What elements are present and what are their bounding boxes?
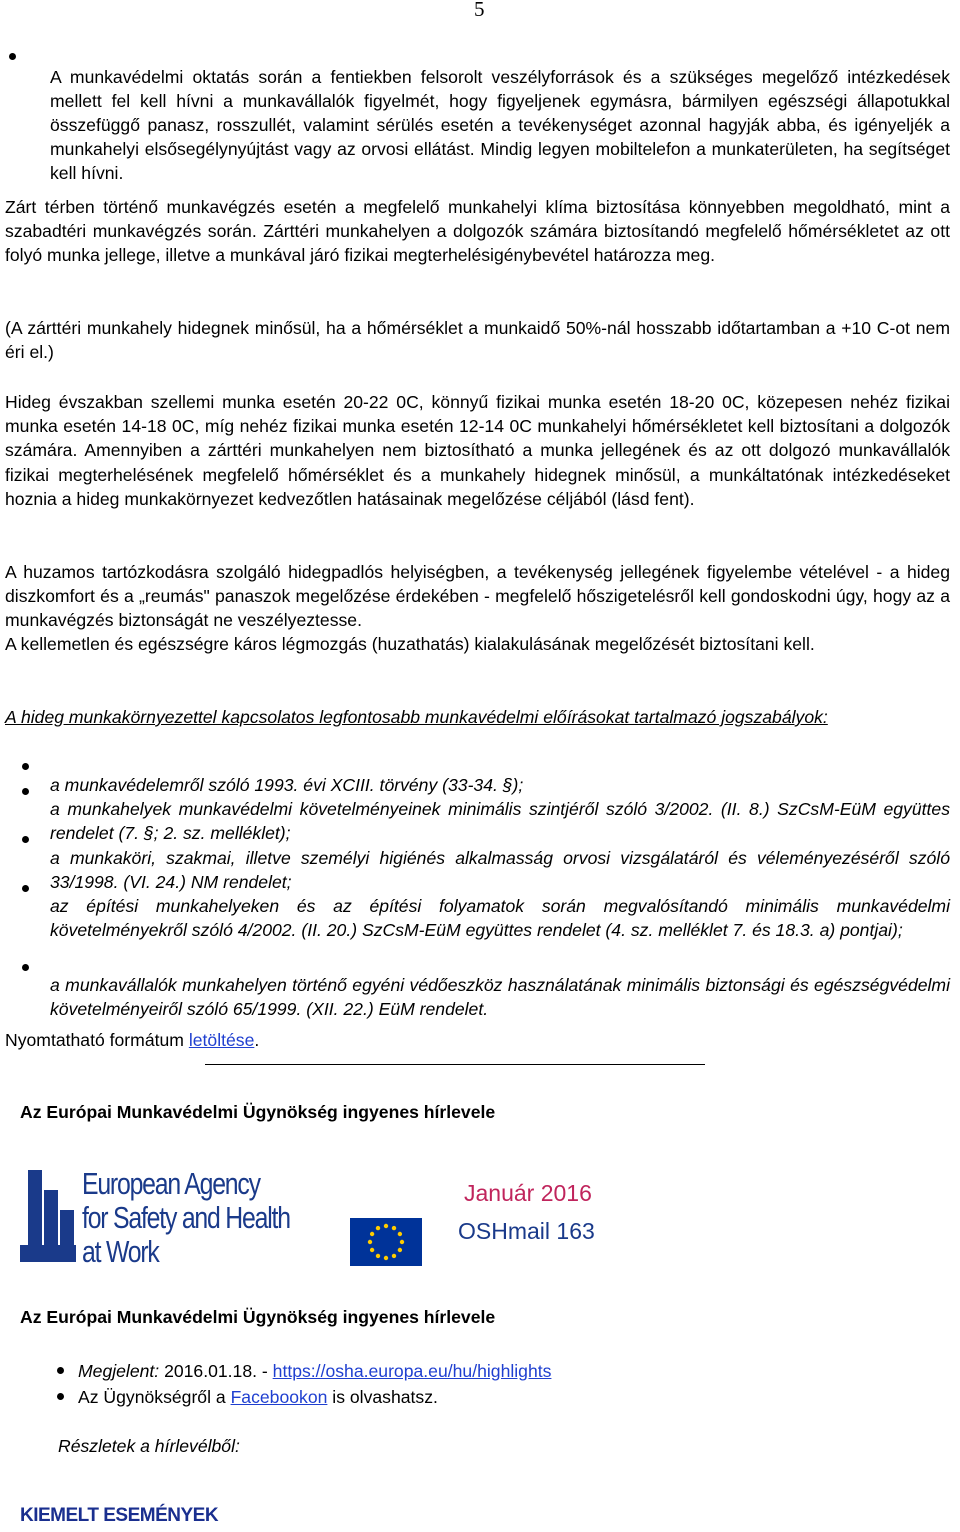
regulation-item: a munkahelyek munkavédelmi követelményeinek minimális szintjéről szóló 3/2002. (II. 8.) SzCsM-EüM együttes rendelet (7. §; 2. sz. melléklet);: [50, 798, 950, 843]
bullet-dot: [22, 788, 29, 795]
eu-star-icon: [392, 1254, 396, 1258]
eu-star-icon: [368, 1240, 372, 1244]
regulation-item: a munkaköri, szakmai, illetve személyi higiénés alkalmasság orvosi vizsgálatáról és véleményezéséről szóló 33/1998. (VI. 24.) NM rendelet;: [50, 847, 950, 892]
bullet-dot: [22, 964, 29, 971]
printable-suffix: .: [254, 1030, 260, 1050]
newsletter-issue: OSHmail 163: [458, 1218, 595, 1244]
agency-name-line1: European Agency: [82, 1166, 260, 1201]
separator-rule: [205, 1064, 705, 1065]
eu-star-icon: [376, 1254, 380, 1258]
regulation-item: a munkavédelemről szóló 1993. évi XCIII. törvény (33-34. §);: [50, 774, 524, 795]
eu-star-icon: [376, 1226, 380, 1230]
eu-star-icon: [400, 1240, 404, 1244]
agency-name-line3: at Work: [82, 1234, 159, 1269]
bullet-dot: [22, 836, 29, 843]
page-number: 5: [474, 0, 485, 21]
paragraph-draft: A kellemetlen és egészségre káros légmozgás (huzathatás) kialakulásának megelőzését biztosítani kell.: [5, 634, 815, 654]
regulation-item: az építési munkahelyeken és az építési folyamatok során megvalósítandó minimális munkavédelmi követelményekről szóló 4/2002. (II. 20.) SzCsM-EüM együttes rendelet (4. sz. melléklet 7. és 18.3. a) pontjai);: [50, 895, 950, 940]
paragraph-cold-definition: (A zárttéri munkahely hidegnek minősül, ha a hőmérséklet a munkaidő 50%-nál hosszabb időtartamban a +10 C-ot nem éri el.): [5, 318, 950, 363]
published-line: [78, 1359, 948, 1383]
paragraph-closed-space: Zárt térben történő munkavégzés esetén a megfelelő munkahelyi klíma biztosítása könnyebben megoldható, mint a szabadtéri munkavégzés során. Zárttéri munkahelyen a dolgozók számára biztosítandó megfelelő hőmérsékletet az ott folyó munka jellege, illetve a munkával járó fizikai megterhelésigénybevétel határozza meg.: [5, 197, 950, 266]
eu-star-icon: [384, 1256, 388, 1260]
eu-star-icon: [392, 1226, 396, 1230]
printable-line: [5, 1028, 950, 1052]
printable-prefix: Nyomtatható formátum: [5, 1030, 189, 1050]
facebook-prefix: Az Ügynökségről a: [78, 1387, 231, 1407]
eu-star-icon: [398, 1232, 402, 1236]
published-value: 2016.01.18. -: [159, 1361, 273, 1381]
details-label: Részletek a hírlevélből:: [58, 1436, 240, 1456]
agency-newsletter-banner: [20, 1166, 620, 1280]
eu-star-icon: [398, 1248, 402, 1252]
eu-star-icon: [370, 1248, 374, 1252]
facebook-link[interactable]: Facebookon: [230, 1387, 328, 1407]
regulation-item: a munkavállalók munkahelyen történő egyéni védőeszköz használatának minimális biztonsági és egészségvédelmi követelményeiről szóló 65/1999. (XII. 22.) EüM rendelet.: [50, 974, 950, 1019]
facebook-suffix: is olvashatsz.: [327, 1387, 438, 1407]
logo-mark-base: [20, 1245, 76, 1262]
bullet-dot: [57, 1367, 64, 1374]
newsletter-date: Január 2016: [464, 1180, 592, 1206]
intro-bullet-text: A munkavédelmi oktatás során a fentiekben felsorolt veszélyforrások és a szükséges megelőző intézkedések mellett fel kell hívni a munkavállalók figyelmét, hogy figyeljenek egymásra, bármilyen egészségi állapotukkal összefüggő panasz, rosszullét, valamint sérülés esetén a tevékenységet azonnal hagyják abba, és igényeljék a munkahelyi elsősegélynyújtást vagy az orvosi ellátást. Mindig legyen mobiltelefon a munkaterületen, ha segítséget kell hívni.: [50, 66, 950, 184]
bullet-dot: [9, 53, 16, 60]
bullet-dot: [22, 885, 29, 892]
regulations-heading: A hideg munkakörnyezettel kapcsolatos legfontosabb munkavédelmi előírásokat tartalmazó jogszabályok:: [5, 707, 828, 727]
featured-heading: KIEMELT ESEMÉNYEK: [20, 1505, 219, 1526]
newsletter-heading: Az Európai Munkavédelmi Ügynökség ingyenes hírlevele: [20, 1102, 496, 1122]
bullet-dot: [22, 763, 29, 770]
eu-star-icon: [384, 1224, 388, 1228]
eu-star-icon: [370, 1232, 374, 1236]
bullet-dot: [57, 1393, 64, 1400]
highlights-link[interactable]: https://osha.europa.eu/hu/highlights: [272, 1361, 552, 1381]
download-link[interactable]: letöltése: [188, 1030, 255, 1050]
facebook-line: [78, 1385, 948, 1409]
newsletter-heading-repeat: Az Európai Munkavédelmi Ügynökség ingyenes hírlevele: [20, 1307, 496, 1327]
agency-name-line2: for Safety and Health: [82, 1200, 290, 1235]
paragraph-long-stay: A huzamos tartózkodásra szolgáló hidegpadlós helyiségben, a tevékenység jellegének figyelembe vételével - a hideg diszkomfort és a „reumás" panaszok megelőzése érdekében - megfelelő hőszigetelésről kell gondoskodni úgy, hogy az a munkavégzés biztonságát ne veszélyeztesse.: [5, 562, 950, 631]
paragraph-cold-season: Hideg évszakban szellemi munka esetén 20-22 0C, könnyű fizikai munka esetén 18-20 0C, közepesen nehéz fizikai munka esetén 14-18 0C, míg nehéz fizikai munka esetén 12-14 0C munkahelyi hőmérsékletet kell biztosítani a dolgozók számára. Amennyiben a zárttéri munkahelyen nem biztosítható a munka jellegének és az ott dolgozó munkavállalók fizikai megterhelésének megfelelő hőmérséklet és a munkahely hidegnek minősül, a munkáltatónak intézkedéseket hoznia a hideg munkakörnyezet kedvezőtlen hatásainak megelőzése céljából (lásd fent).: [5, 392, 950, 509]
published-label: Megjelent:: [78, 1361, 160, 1381]
